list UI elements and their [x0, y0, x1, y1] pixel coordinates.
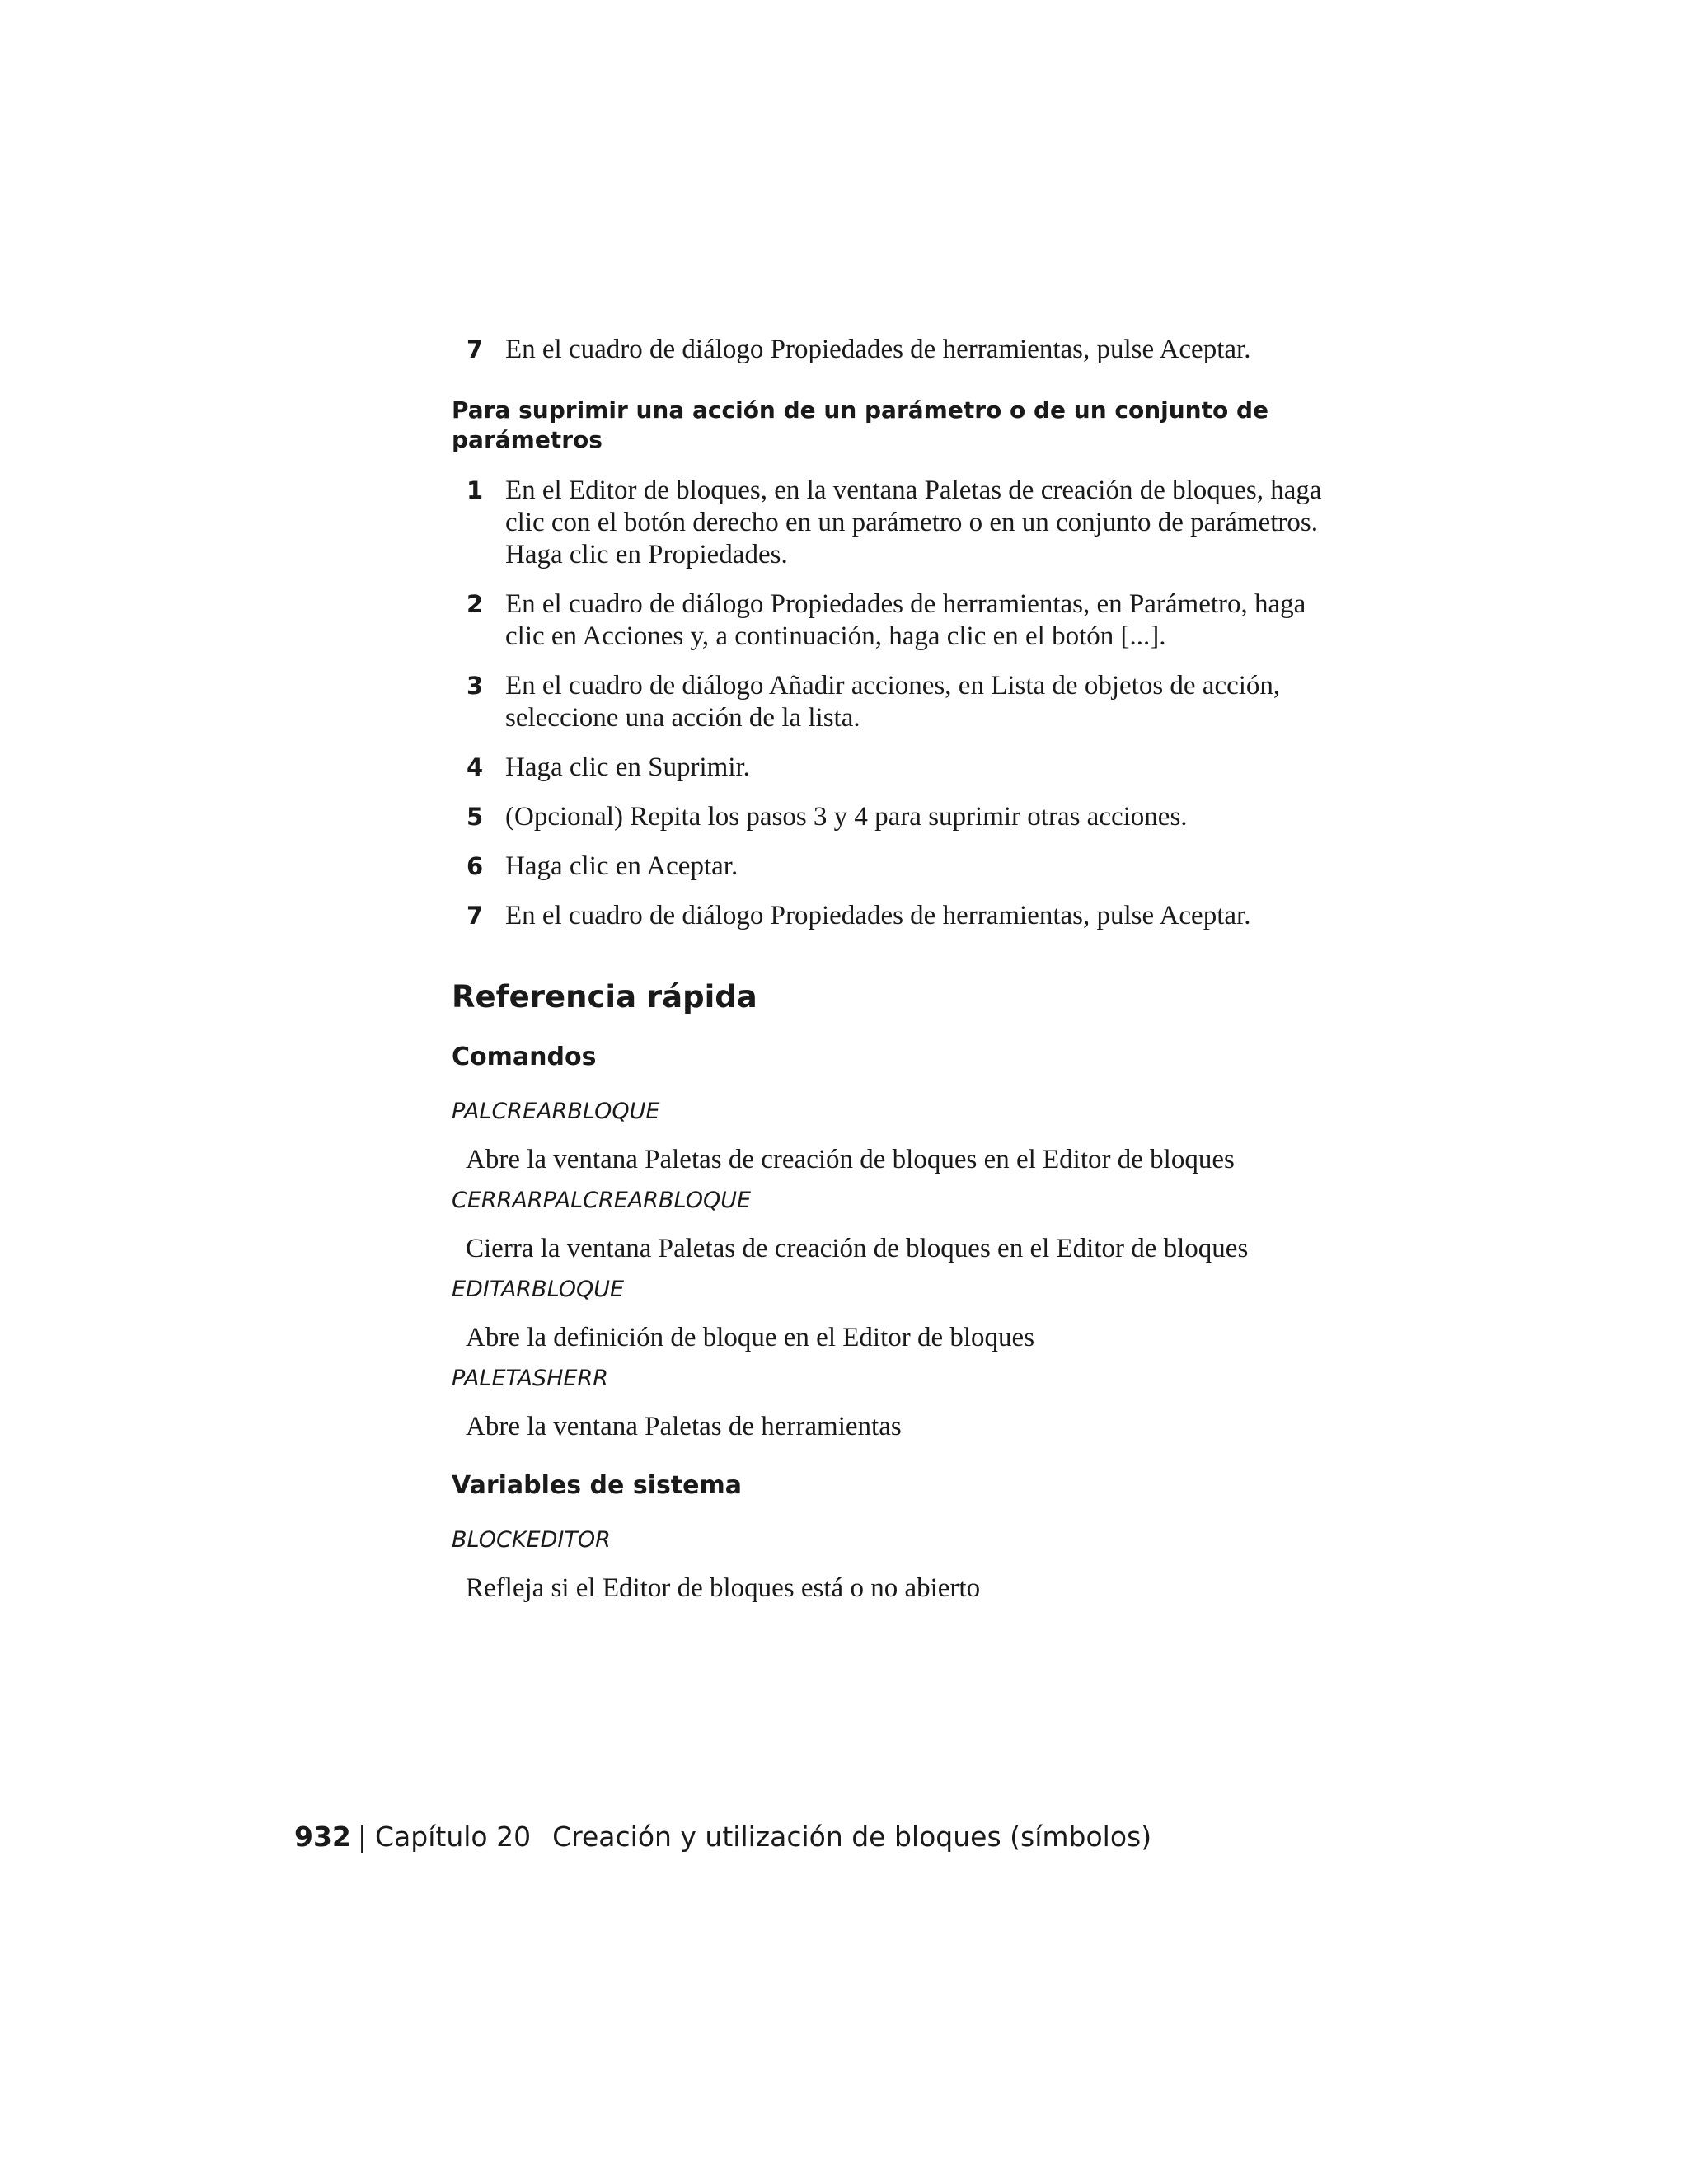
command-description: Abre la ventana Paletas de creación de bloques en el Editor de bloques: [466, 1145, 1235, 1174]
step-text: En el cuadro de diálogo Añadir acciones, en Lista de objetos de acción, seleccione una acción de la lista.: [505, 671, 1281, 733]
command-description: Cierra la ventana Paletas de creación de bloques en el Editor de bloques: [466, 1234, 1249, 1263]
command-description: Abre la ventana Paletas de herramientas: [466, 1412, 902, 1441]
step-number: 7: [467, 902, 484, 930]
footer-separator: |: [357, 1821, 368, 1853]
step-item: [452, 900, 1334, 932]
command-name: EDITARBLOQUE: [452, 1277, 625, 1302]
step-text: En el cuadro de diálogo Propiedades de herramientas, pulse Aceptar.: [505, 901, 1251, 930]
step-number: 4: [467, 753, 484, 781]
step-item: [452, 752, 1334, 784]
step-number: 2: [467, 590, 484, 618]
procedure-title: Para suprimir una acción de un parámetro o de un conjunto de parámetros: [452, 396, 1269, 453]
step-item: [452, 588, 1334, 653]
step-number: 3: [467, 672, 484, 700]
procedure-steps: [452, 475, 1334, 932]
step-text: En el cuadro de diálogo Propiedades de herramientas, en Parámetro, haga clic en Acciones y, a continuación, haga clic en el botón [...].: [505, 589, 1306, 651]
step-item: [452, 851, 1334, 883]
command-name: PALETASHERR: [452, 1366, 609, 1391]
step-text: En el Editor de bloques, en la ventana Paletas de creación de bloques, haga clic con el botón derecho en un parámetro o en un conjunto de parámetros. Haga clic en Propiedades.: [505, 476, 1322, 569]
variable-description: Refleja si el Editor de bloques está o no abierto: [466, 1573, 981, 1603]
system-variables-heading: Variables de sistema: [452, 1471, 743, 1500]
chapter-label: Capítulo 20: [375, 1821, 532, 1853]
step-item: [452, 670, 1334, 734]
variables-list: [452, 1526, 1334, 1605]
page-footer: [294, 1820, 1151, 1854]
step-number: 5: [467, 803, 484, 831]
step-text: Haga clic en Aceptar.: [505, 851, 738, 881]
commands-list: [452, 1097, 1334, 1443]
step-number: 7: [467, 335, 484, 363]
variable-name: BLOCKEDITOR: [452, 1527, 611, 1553]
command-description: Abre la definición de bloque en el Editor de bloques: [466, 1323, 1035, 1352]
step-number: 1: [467, 476, 484, 504]
command-name: CERRARPALCREARBLOQUE: [452, 1188, 752, 1213]
page-content: [452, 334, 1334, 1615]
command-name: PALCREARBLOQUE: [452, 1099, 660, 1124]
step-text: En el cuadro de diálogo Propiedades de herramientas, pulse Aceptar.: [505, 335, 1251, 364]
step-item: [452, 475, 1334, 571]
commands-heading: Comandos: [452, 1043, 597, 1071]
step-number: 6: [467, 852, 484, 880]
section-heading: Referencia rápida: [452, 979, 757, 1015]
page-number: 932: [294, 1821, 351, 1853]
step-text: Haga clic en Suprimir.: [505, 752, 750, 782]
step-item: [452, 801, 1334, 833]
step-item: [452, 334, 1334, 366]
step-text: (Opcional) Repita los pasos 3 y 4 para suprimir otras acciones.: [505, 802, 1188, 832]
chapter-title: Creación y utilización de bloques (símbolos): [552, 1821, 1152, 1853]
